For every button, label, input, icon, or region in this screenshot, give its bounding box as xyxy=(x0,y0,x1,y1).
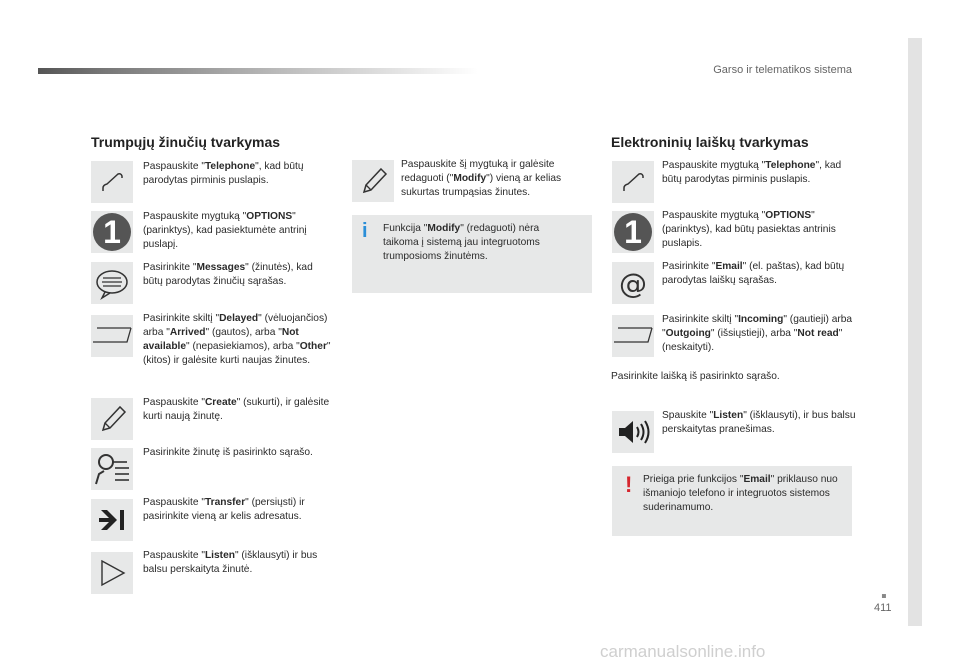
header-decorative-bar xyxy=(38,68,478,74)
contact-list-icon xyxy=(91,448,133,490)
info-icon: i xyxy=(362,220,368,242)
step-text: Paspauskite mygtuką "OPTIONS" (parinktys), kad pasiektumėte antrinį puslapį. xyxy=(143,211,307,250)
step-text: Paspauskite mygtuką "Telephone", kad būtų parodytas pirminis puslapis. xyxy=(662,160,842,185)
step-text: Spauskite "Listen" (išklausyti), ir bus balsu perskaitytas pranešimas. xyxy=(662,410,856,435)
step-text: Pasirinkite "Messages" (žinutės), kad būtų parodytas žinučių sąrašas. xyxy=(143,262,313,287)
step-text: Paspauskite "Listen" (išklausyti) ir bus balsu perskaityta žinutė. xyxy=(143,550,318,575)
step-text: Paspauskite "Create" (sukurti), ir galėsite kurti naują žinutę. xyxy=(143,397,330,422)
tab-selector-button[interactable] xyxy=(612,315,654,357)
options-button[interactable] xyxy=(612,211,654,253)
info-note-text: Funkcija "Modify" (redaguoti) nėra taikoma į sistemą jau integruotoms trumposioms žinutėms. xyxy=(383,223,540,262)
number-one-icon: 1 xyxy=(614,213,652,251)
telephone-button[interactable] xyxy=(91,161,133,203)
tab-selector-icon xyxy=(91,315,133,357)
telephone-button[interactable] xyxy=(612,161,654,203)
select-email-text: Pasirinkite laišką iš pasirinkto sąrašo. xyxy=(611,371,780,382)
step-text: Paspauskite mygtuką "OPTIONS" (parinktys), kad būtų pasiektas antrinis puslapis. xyxy=(662,210,836,249)
options-button[interactable] xyxy=(91,211,133,253)
messages-button[interactable] xyxy=(91,262,133,304)
step-text: Paspauskite "Telephone", kad būtų parodytas pirminis puslapis. xyxy=(143,161,304,186)
step-text: Pasirinkite "Email" (el. paštas), kad būtų parodytas laiškų sąrašas. xyxy=(662,261,845,286)
svg-text:@: @ xyxy=(619,267,647,300)
warning-note-text: Prieiga prie funkcijos "Email" priklauso nuo išmaniojo telefono ir integruotos sistemos suderinamumo. xyxy=(643,474,838,513)
number-one-icon: 1 xyxy=(93,213,131,251)
step-text: Paspauskite šį mygtuką ir galėsite redaguoti ("Modify") vieną ar kelias sukurtas trumpąsias žinutes. xyxy=(401,159,562,198)
play-icon xyxy=(91,552,133,594)
step-text: Paspauskite "Transfer" (persiųsti) ir pasirinkite vieną ar kelis adresatus. xyxy=(143,497,305,522)
warning-icon: ! xyxy=(625,472,633,497)
speech-bubble-icon xyxy=(91,262,133,304)
page-side-strip xyxy=(908,38,922,626)
phone-handset-icon xyxy=(91,161,133,203)
watermark: carmanualsonline.info xyxy=(600,642,766,661)
pencil-icon xyxy=(352,160,394,202)
tab-selector-button[interactable] xyxy=(91,315,133,357)
at-sign-icon xyxy=(612,262,654,304)
phone-handset-icon xyxy=(612,161,654,203)
transfer-arrow-icon xyxy=(91,499,133,541)
tab-selector-icon xyxy=(612,315,654,357)
select-message-button[interactable] xyxy=(91,448,133,490)
modify-button[interactable] xyxy=(352,160,394,202)
transfer-button[interactable] xyxy=(91,499,133,541)
listen-button[interactable] xyxy=(91,552,133,594)
speaker-icon xyxy=(612,411,654,453)
step-text: Pasirinkite skiltį "Delayed" (vėluojančios) arba "Arrived" (gautos), arba "Not available" (nepasiekiamos), arba "Other" (kitos) ir galėsite kurti naujas žinutes. xyxy=(143,313,331,366)
step-text: Pasirinkite skiltį "Incoming" (gautieji) arba "Outgoing" (išsiųstieji), arba "Not read" (neskaityti). xyxy=(662,314,853,353)
email-button[interactable] xyxy=(612,262,654,304)
step-text: Pasirinkite žinutę iš pasirinkto sąrašo. xyxy=(143,447,313,458)
page-marker: ▪ xyxy=(881,588,887,605)
header-title: Garso ir telematikos sistema xyxy=(713,64,852,76)
sms-heading: Trumpųjų žinučių tvarkymas xyxy=(91,134,281,150)
pencil-icon xyxy=(91,398,133,440)
page-number: 411 xyxy=(874,602,892,614)
listen-button[interactable] xyxy=(612,411,654,453)
create-button[interactable] xyxy=(91,398,133,440)
email-heading: Elektroninių laiškų tvarkymas xyxy=(611,134,809,150)
